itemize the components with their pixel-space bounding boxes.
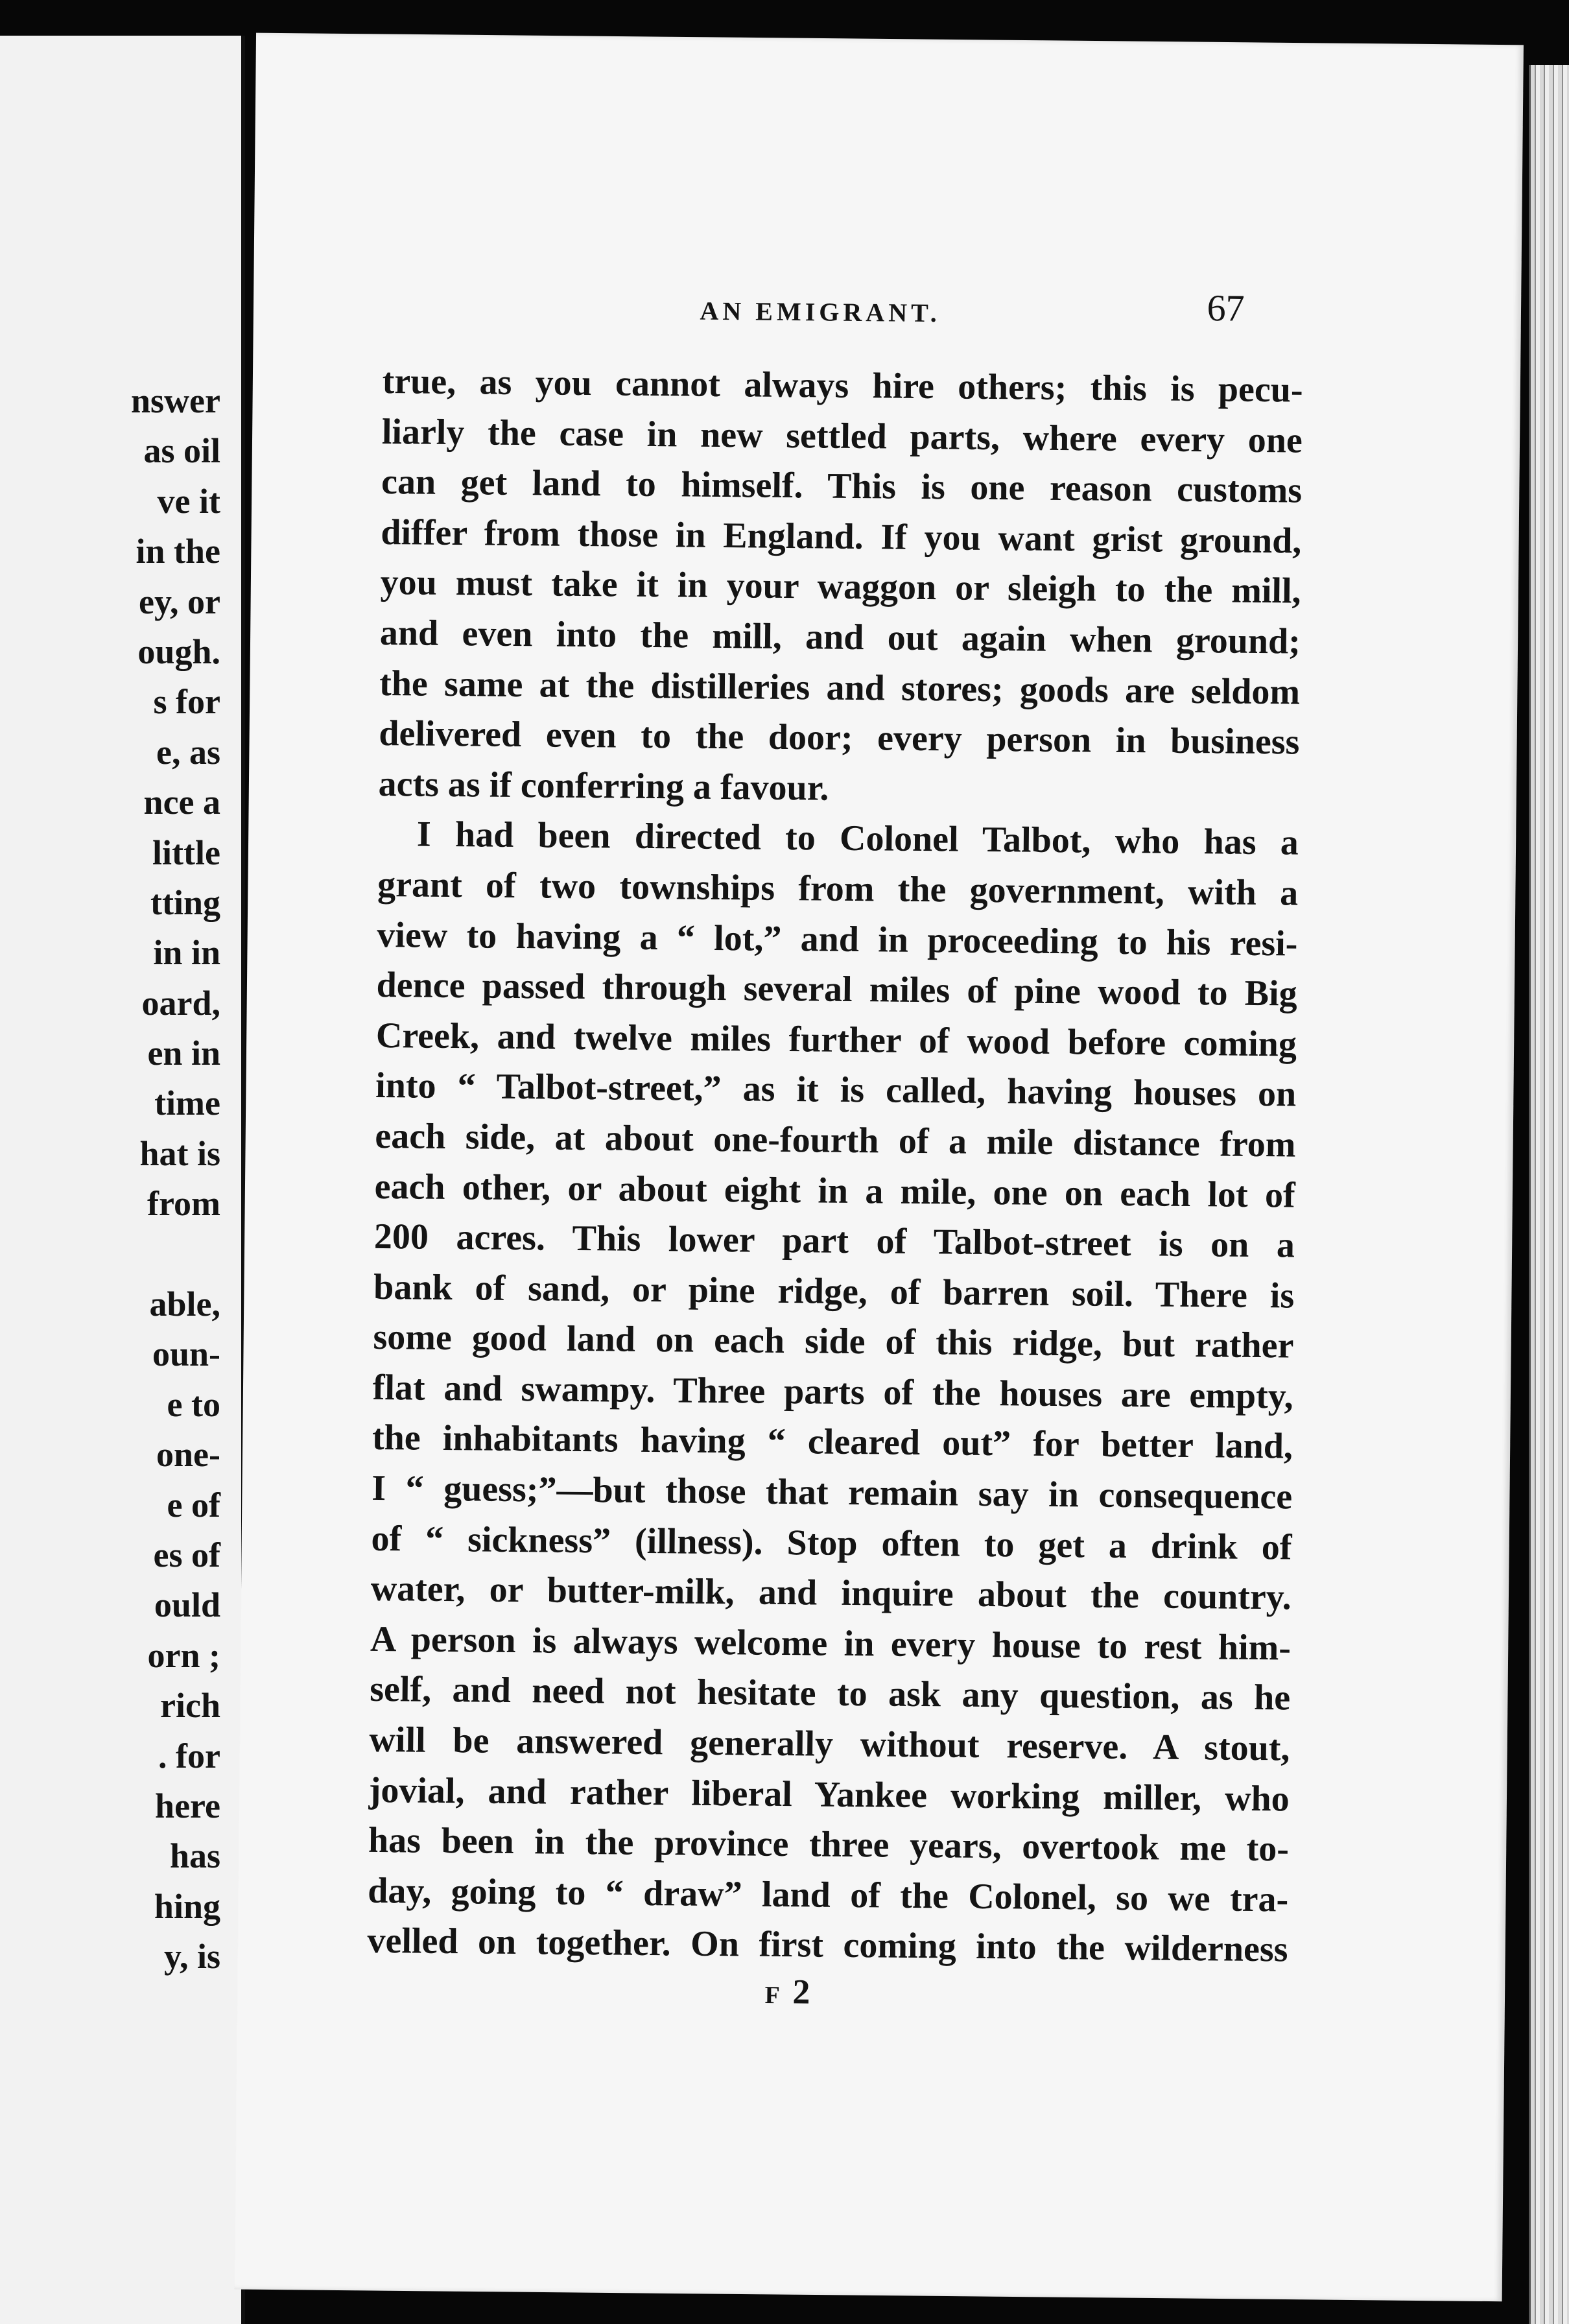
text-line: acts as if conferring a favour. (378, 763, 829, 809)
text-line: each side, at about one-fourth of a mile distance from (375, 1115, 1296, 1165)
text-line: I “ guess;”—but those that remain say in consequence (371, 1467, 1293, 1517)
text-line: water, or butter-milk, and inquire about the country. (370, 1569, 1292, 1618)
text-line: dence passed through several miles of pine wood to Big (376, 965, 1297, 1014)
text-line: of “ sickness” (illness). Stop often to get a drink of (371, 1518, 1292, 1568)
facing-line: ough. (137, 632, 220, 671)
text-line: I had been directed to Colonel Talbot, who has a (416, 814, 1299, 863)
page-edges (1529, 65, 1569, 2324)
page-number: 67 (1207, 287, 1245, 329)
facing-line: little (152, 833, 220, 872)
facing-line: hing (154, 1886, 220, 1926)
facing-line: orn ; (147, 1635, 220, 1675)
facing-line: nce a (143, 783, 220, 822)
signature-mark (764, 1971, 812, 2012)
running-title: AN EMIGRANT. (700, 296, 941, 328)
facing-line: in the (136, 532, 220, 571)
text-line: the same at the distilleries and stores; goods are seldom (379, 663, 1301, 713)
facing-page-text (0, 376, 220, 1982)
facing-line: time (154, 1084, 220, 1123)
text-line: delivered even to the door; every person in business (379, 713, 1300, 763)
text-line: has been in the province three years, overtook me to- (368, 1820, 1290, 1869)
text-line: and even into the mill, and out again when ground; (379, 612, 1301, 662)
facing-line: en in (147, 1034, 220, 1073)
text-line: each other, or about eight in a mile, one on each lot of (374, 1166, 1295, 1216)
text-line: 200 acres. This lower part of Talbot-street is on a (373, 1216, 1295, 1266)
facing-line: here (155, 1786, 220, 1825)
facing-line: as oil (143, 431, 220, 471)
text-line: some good land on each side of this ridge, but rather (373, 1317, 1294, 1366)
text-line: Creek, and twelve miles further of wood before coming (375, 1015, 1297, 1065)
facing-page (0, 36, 245, 2324)
facing-line: nswer (131, 381, 220, 420)
text-line: A person is always welcome in every house to rest him- (370, 1618, 1292, 1668)
text-line: jovial, and rather liberal Yankee working miller, who (368, 1770, 1290, 1820)
text-line: bank of sand, or pine ridge, of barren soil. There is (373, 1266, 1295, 1316)
facing-line: from (147, 1184, 220, 1224)
facing-line: e of (167, 1485, 220, 1524)
text-line: you must take it in your waggon or sleigh to the mill, (380, 562, 1301, 611)
facing-line: s for (153, 682, 220, 722)
facing-line: e to (167, 1384, 220, 1424)
running-head (453, 279, 1264, 338)
facing-line: y, is (163, 1937, 220, 1976)
facing-line: ve it (157, 481, 220, 521)
facing-line: oun- (152, 1334, 220, 1374)
text-line: day, going to “ draw” land of the Colonel, so we tra- (367, 1870, 1289, 1920)
text-line: true, as you cannot always hire others; this is pecu- (382, 361, 1303, 410)
text-line: into “ Talbot-street,” as it is called, having houses on (375, 1065, 1297, 1115)
text-line: differ from those in England. If you want grist ground, (381, 512, 1302, 562)
facing-line: rich (160, 1686, 220, 1725)
facing-line: oard, (141, 983, 220, 1023)
text-line: view to having a “ lot,” and in proceeding to his resi- (377, 914, 1298, 964)
text-line: velled on together. On first coming into the wilderness (367, 1921, 1288, 1970)
text-line: the inhabitants having “ cleared out” for better land, (372, 1417, 1293, 1467)
text-line: liarly the case in new settled parts, where every one (381, 411, 1303, 461)
signature-letter: F (764, 1981, 782, 2010)
text-line: will be answered generally without reserve. A stout, (369, 1719, 1290, 1769)
facing-line: hat is (139, 1133, 220, 1173)
text-line: flat and swampy. Three parts of the houses are empty, (372, 1367, 1293, 1417)
facing-line: . for (158, 1736, 220, 1775)
facing-line: e, as (156, 732, 220, 772)
text-line: grant of two townships from the government, with a (377, 864, 1299, 914)
facing-line: es of (153, 1535, 220, 1574)
facing-line: one- (156, 1435, 220, 1475)
signature-number: 2 (792, 1972, 813, 2011)
facing-line: able, (149, 1285, 220, 1324)
facing-line: has (169, 1836, 220, 1876)
body-text (367, 357, 1303, 1976)
facing-line: ey, or (139, 582, 220, 621)
facing-line: ould (154, 1585, 220, 1625)
text-line: self, and need not hesitate to ask any question, as he (369, 1669, 1291, 1718)
facing-line (0, 1229, 220, 1279)
facing-line: in in (153, 933, 220, 973)
text-line: can get land to himself. This is one reason customs (381, 462, 1303, 511)
facing-line: tting (150, 883, 220, 922)
